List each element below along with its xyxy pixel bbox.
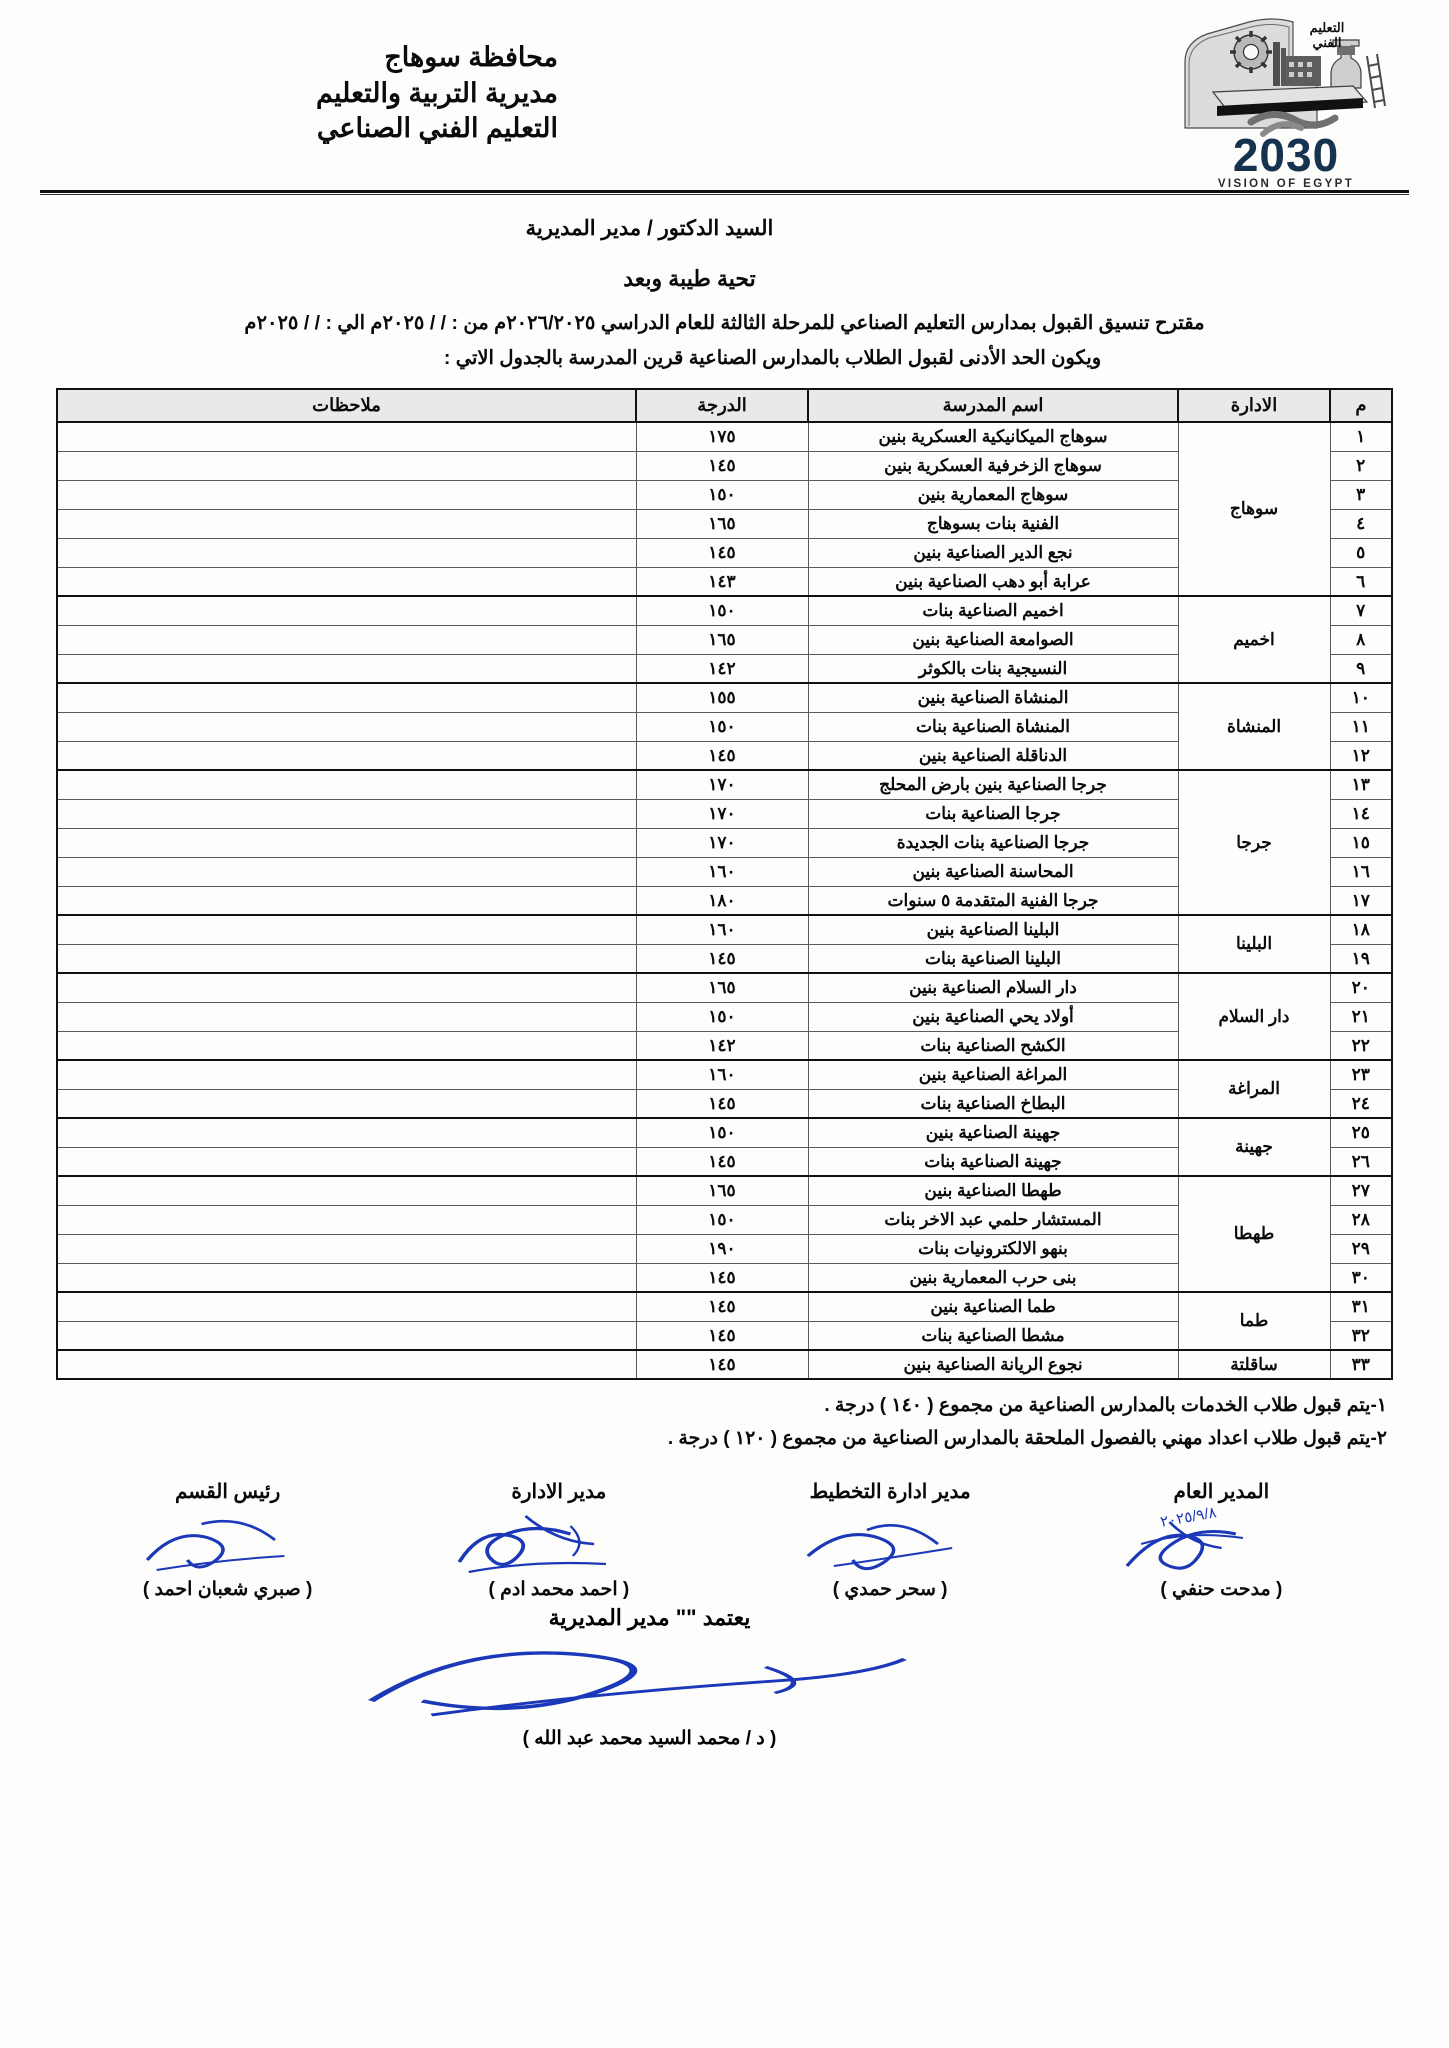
col-header-admin: الادارة [1178,389,1330,422]
cell-school-name: المراغة الصناعية بنين [808,1060,1178,1089]
cell-number: ٢٨ [1330,1205,1392,1234]
cell-notes [57,799,636,828]
cell-score: ١٤٥ [636,1350,808,1379]
cell-school-name: الفنية بنات بسوهاج [808,509,1178,538]
cell-school-name: المنشاة الصناعية بنين [808,683,1178,712]
col-header-score: الدرجة [636,389,808,422]
col-header-school: اسم المدرسة [808,389,1178,422]
cell-score: ١٥٠ [636,1118,808,1147]
cell-score: ١٤٥ [636,538,808,567]
cell-school-name: بنى حرب المعمارية بنين [808,1263,1178,1292]
cell-score: ١٦٥ [636,509,808,538]
table-row [57,1350,1392,1379]
cell-number: ١٢ [1330,741,1392,770]
table-row [57,973,1392,1002]
cell-school-name: بنهو الالكترونيات بنات [808,1234,1178,1263]
cell-number: ٢٣ [1330,1060,1392,1089]
cell-score: ١٦٠ [636,1060,808,1089]
cell-number: ٢٢ [1330,1031,1392,1060]
note-line-2: ٢-يتم قبول طلاب اعداد مهني بالفصول الملحقة بالمدارس الصناعية من مجموع ( ١٢٠ ) درجة . [667,1427,1387,1449]
cell-notes [57,1002,636,1031]
cell-number: ٩ [1330,654,1392,683]
cell-notes [57,1031,636,1060]
document-header [0,0,1449,196]
cell-score: ١٥٥ [636,683,808,712]
cell-number: ٣٣ [1330,1350,1392,1379]
table-row [57,1176,1392,1205]
signature-block-general-manager [1056,1479,1387,1601]
cell-score: ١٤٢ [636,654,808,683]
cell-number: ٥ [1330,538,1392,567]
table-row [57,915,1392,944]
signature-ink [393,1504,724,1578]
cell-score: ١٩٠ [636,1234,808,1263]
logo-label-line2-text: الفني [1312,35,1342,50]
signature-name: ( احمد محمد ادم ) [488,1579,630,1601]
addressee-line: السيد الدكتور / مدير المديرية [525,217,774,240]
paragraph-line-1: مقترح تنسيق القبول بمدارس التعليم الصناعي للمرحلة الثالثة للعام الدراسي ٢٠٢٦/٢٠٢٥م من : / / ٢٠٢٥م الي : / / ٢٠٢٥م [244,312,1205,334]
paragraph-line-2: ويكون الحد الأدنى لقبول الطلاب بالمدارس الصناعية قرين المدرسة بالجدول الاتي : [443,347,1102,370]
cell-score: ١٥٠ [636,1002,808,1031]
signature-ink [62,1504,393,1578]
cell-administration: المنشاة [1178,683,1330,770]
cell-score: ١٥٠ [636,1205,808,1234]
cell-score: ١٤٥ [636,1147,808,1176]
cell-school-name: سوهاج الزخرفية العسكرية بنين [808,451,1178,480]
cell-notes [57,944,636,973]
cell-notes [57,1292,636,1321]
cell-score: ١٤٥ [636,1089,808,1118]
cell-school-name: البطاخ الصناعية بنات [808,1089,1178,1118]
note-line-1: ١-يتم قبول طلاب الخدمات بالمدارس الصناعية من مجموع ( ١٤٠ ) درجة . [824,1395,1387,1417]
cell-score: ١٦٥ [636,625,808,654]
cell-notes [57,1234,636,1263]
organization-block [38,14,558,147]
signature-ink [725,1504,1056,1578]
cell-number: ١٦ [1330,857,1392,886]
table-row [57,770,1392,799]
cell-school-name: جرجا الصناعية بنات [808,799,1178,828]
cell-number: ٦ [1330,567,1392,596]
table-row [57,1118,1392,1147]
cell-notes [57,596,636,625]
col-header-notes: ملاحظات [57,389,636,422]
cell-notes [57,1089,636,1118]
table-row [57,1060,1392,1089]
logo-block [1161,14,1411,190]
cell-notes [57,654,636,683]
cell-score: ١٤٥ [636,451,808,480]
cell-notes [57,828,636,857]
cell-school-name: المحاسنة الصناعية بنين [808,857,1178,886]
table-row [57,422,1392,451]
cell-score: ١٧٠ [636,799,808,828]
cell-score: ١٨٠ [636,886,808,915]
approval-ink [0,1631,1299,1727]
cell-school-name: عرابة أبو دهب الصناعية بنين [808,567,1178,596]
cell-notes [57,1350,636,1379]
header-divider-rule [40,190,1409,195]
cell-notes [57,625,636,654]
cell-school-name: دار السلام الصناعية بنين [808,973,1178,1002]
cell-school-name: جهينة الصناعية بنين [808,1118,1178,1147]
cell-school-name: سوهاج الميكانيكية العسكرية بنين [808,422,1178,451]
cell-number: ٢٥ [1330,1118,1392,1147]
cell-notes [57,1176,636,1205]
vision-2030-number: 2030 [1232,129,1340,181]
org-line-governorate: محافظة سوهاج [384,42,558,72]
cell-school-name: أولاد يحي الصناعية بنين [808,1002,1178,1031]
cell-administration: طهطا [1178,1176,1330,1292]
cell-number: ١٩ [1330,944,1392,973]
signature-title: مدير ادارة التخطيط [809,1481,971,1504]
logo-label-line1-text: التعليم [1309,20,1345,35]
cell-number: ١٠ [1330,683,1392,712]
greeting-line: تحية طيبة وبعد [623,266,756,291]
cell-number: ٢٦ [1330,1147,1392,1176]
cell-administration: جهينة [1178,1118,1330,1176]
cell-school-name: النسيجية بنات بالكوثر [808,654,1178,683]
cell-score: ١٤٥ [636,944,808,973]
cell-school-name: نجع الدير الصناعية بنين [808,538,1178,567]
cell-number: ١٤ [1330,799,1392,828]
cell-school-name: مشطا الصناعية بنات [808,1321,1178,1350]
cell-number: ٢٧ [1330,1176,1392,1205]
cell-number: ٢١ [1330,1002,1392,1031]
cell-school-name: طما الصناعية بنين [808,1292,1178,1321]
cell-number: ١٥ [1330,828,1392,857]
cell-administration: جرجا [1178,770,1330,915]
cell-administration: طما [1178,1292,1330,1350]
cell-number: ٣٠ [1330,1263,1392,1292]
cell-score: ١٥٠ [636,596,808,625]
cell-school-name: جرجا الفنية المتقدمة ٥ سنوات [808,886,1178,915]
vision-caption: VISION OF EGYPT [1217,178,1355,191]
table-body [57,422,1392,1379]
cell-notes [57,683,636,712]
cell-score: ١٤٥ [636,1321,808,1350]
cell-score: ١٤٣ [636,567,808,596]
cell-score: ١٤٢ [636,1031,808,1060]
cell-score: ١٤٥ [636,1263,808,1292]
cell-school-name: طهطا الصناعية بنين [808,1176,1178,1205]
cell-number: ١٣ [1330,770,1392,799]
cell-number: ٨ [1330,625,1392,654]
signature-block-section-head [62,1479,393,1601]
cell-score: ١٦٥ [636,1176,808,1205]
cell-score: ١٦٠ [636,915,808,944]
signature-title: المدير العام [1173,1481,1270,1504]
schools-table-wrapper [0,388,1449,1380]
cell-notes [57,712,636,741]
cell-notes [57,915,636,944]
approval-block [0,1605,1449,1750]
cell-administration: ساقلتة [1178,1350,1330,1379]
signature-date: ٢٠٢٥/٩/٨ [1158,1504,1218,1531]
cell-number: ٣ [1330,480,1392,509]
cell-notes [57,567,636,596]
cell-notes [57,770,636,799]
footer-notes [0,1390,1449,1455]
cell-notes [57,538,636,567]
cell-number: ٢٤ [1330,1089,1392,1118]
cell-number: ١٧ [1330,886,1392,915]
cell-number: ٢٩ [1330,1234,1392,1263]
cell-notes [57,480,636,509]
cell-number: ٣١ [1330,1292,1392,1321]
cell-school-name: نجوع الريانة الصناعية بنين [808,1350,1178,1379]
cell-number: ٤ [1330,509,1392,538]
cell-score: ١٧٥ [636,422,808,451]
cell-notes [57,422,636,451]
cell-number: ١١ [1330,712,1392,741]
signature-name: ( مدحت حنفي ) [1160,1579,1283,1601]
cell-administration: دار السلام [1178,973,1330,1060]
cell-administration: المراغة [1178,1060,1330,1118]
cell-school-name: جرجا الصناعية بنين بارض المحلج [808,770,1178,799]
signature-name: ( سحر حمدي ) [832,1579,948,1601]
cell-score: ١٦٥ [636,973,808,1002]
cell-notes [57,857,636,886]
cell-school-name: الدناقلة الصناعية بنين [808,741,1178,770]
cell-notes [57,509,636,538]
cell-administration: اخميم [1178,596,1330,683]
cell-school-name: المنشاة الصناعية بنات [808,712,1178,741]
cell-notes [57,1060,636,1089]
cell-notes [57,1263,636,1292]
cell-score: ١٤٥ [636,741,808,770]
cell-school-name: جهينة الصناعية بنات [808,1147,1178,1176]
technical-education-logo-icon [1177,16,1395,138]
table-header-row [57,389,1392,422]
cell-notes [57,1147,636,1176]
signature-block-department-manager [393,1479,724,1601]
cell-notes [57,1118,636,1147]
cell-school-name: سوهاج المعمارية بنين [808,480,1178,509]
schools-admission-table [56,388,1393,1380]
cell-number: ٣٢ [1330,1321,1392,1350]
signature-name: ( صبري شعبان احمد ) [142,1579,313,1601]
cell-score: ١٥٠ [636,712,808,741]
signature-ink [1056,1504,1387,1578]
signature-title: رئيس القسم [175,1481,281,1504]
cell-number: ١٨ [1330,915,1392,944]
approval-title: يعتمد "" مدير المديرية [548,1605,751,1631]
cell-number: ٧ [1330,596,1392,625]
cell-notes [57,741,636,770]
cell-notes [57,1205,636,1234]
table-row [57,683,1392,712]
cell-notes [57,1321,636,1350]
table-row [57,1292,1392,1321]
org-line-department: التعليم الفني الصناعي [316,113,558,144]
cell-score: ١٦٠ [636,857,808,886]
org-line-directorate: مديرية التربية والتعليم [316,77,558,108]
cell-notes [57,451,636,480]
cell-notes [57,973,636,1002]
cell-school-name: البلينا الصناعية بنين [808,915,1178,944]
cell-number: ٢٠ [1330,973,1392,1002]
cell-school-name: اخميم الصناعية بنات [808,596,1178,625]
cell-school-name: البلينا الصناعية بنات [808,944,1178,973]
signature-title: مدير الادارة [511,1481,607,1504]
cell-administration: سوهاج [1178,422,1330,596]
cell-score: ١٧٠ [636,828,808,857]
cell-school-name: جرجا الصناعية بنات الجديدة [808,828,1178,857]
cell-score: ١٥٠ [636,480,808,509]
cell-score: ١٤٥ [636,1292,808,1321]
approval-name: ( د / محمد السيد محمد عبد الله ) [522,1728,777,1750]
col-header-number: م [1330,389,1392,422]
cell-number: ٢ [1330,451,1392,480]
table-row [57,596,1392,625]
cell-school-name: الكشح الصناعية بنات [808,1031,1178,1060]
cell-administration: البلينا [1178,915,1330,973]
signature-block-planning-manager [725,1479,1056,1601]
cell-school-name: المستشار حلمي عبد الاخر بنات [808,1205,1178,1234]
cell-notes [57,886,636,915]
signature-row [0,1463,1449,1601]
cell-number: ١ [1330,422,1392,451]
cell-score: ١٧٠ [636,770,808,799]
cell-school-name: الصوامعة الصناعية بنين [808,625,1178,654]
